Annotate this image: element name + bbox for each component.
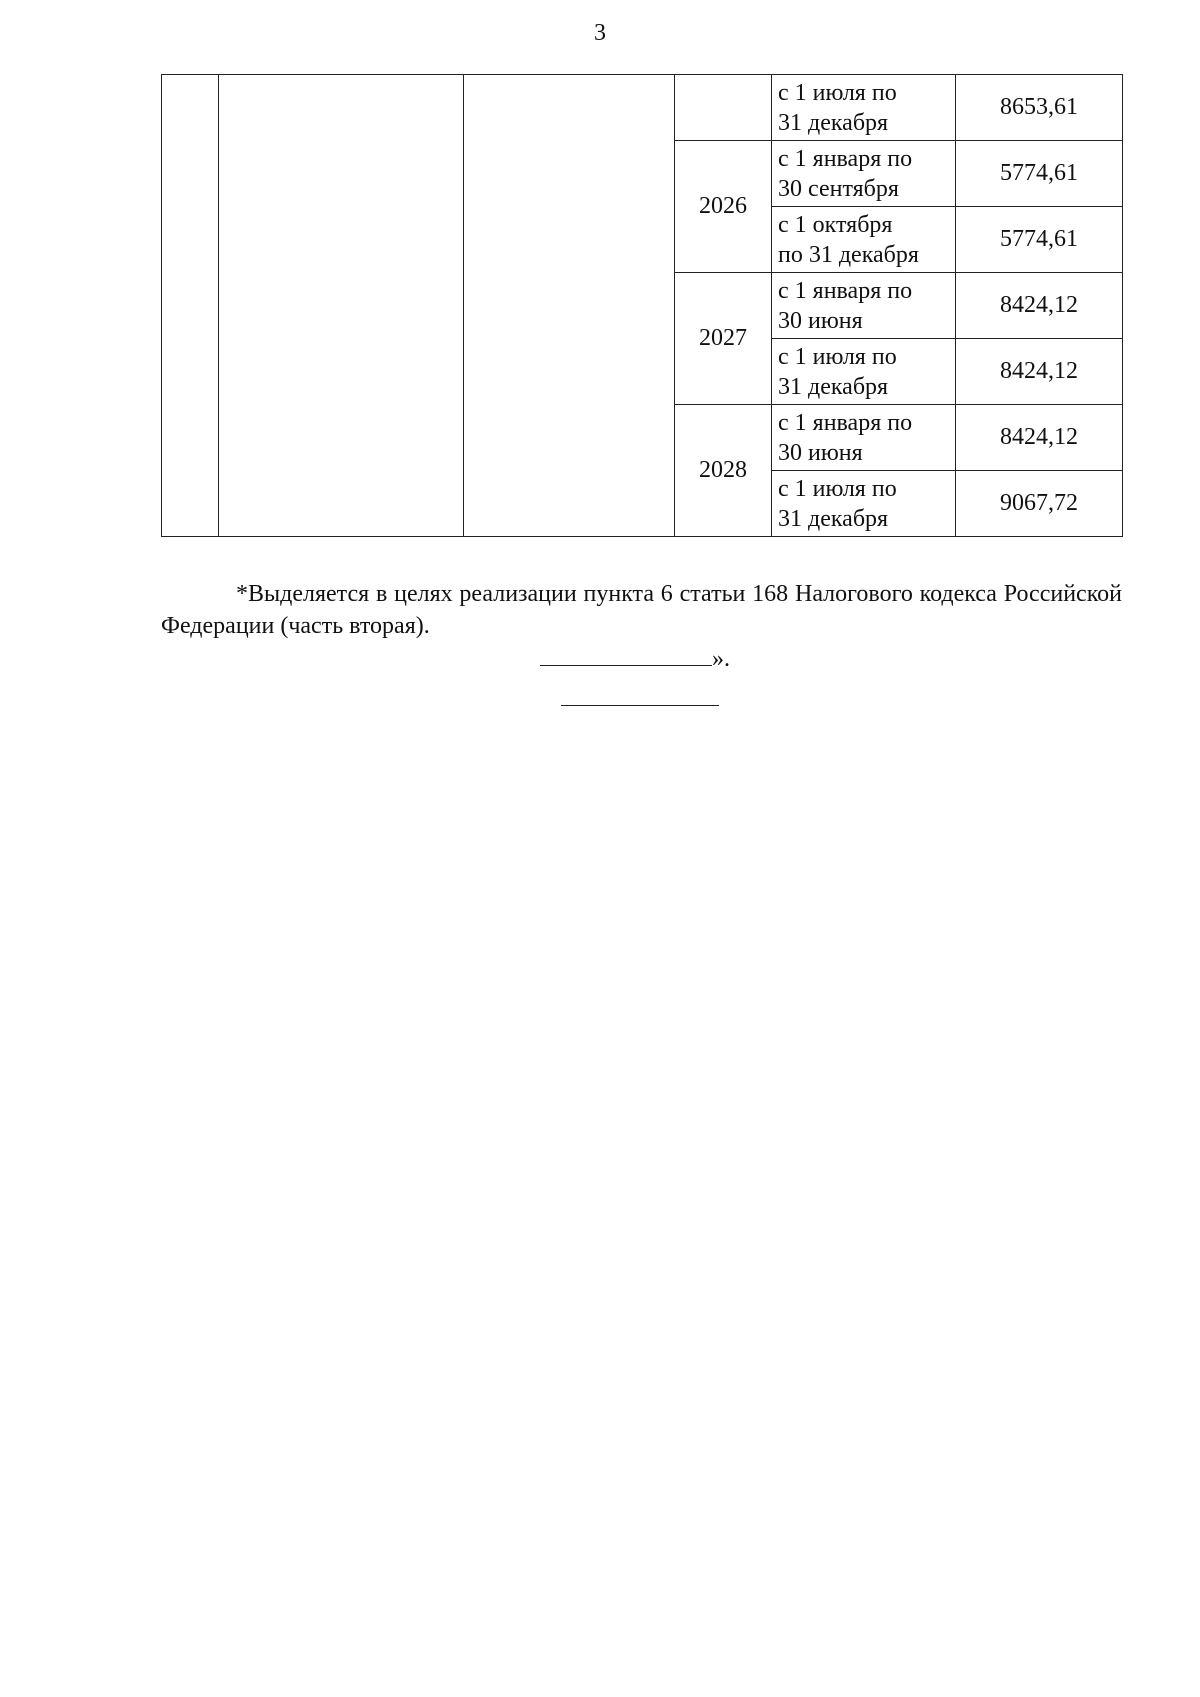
period-cell <box>772 405 956 471</box>
period-cell <box>772 141 956 207</box>
empty-cell-number <box>162 75 219 537</box>
year-cell: 2027 <box>675 273 772 405</box>
period-line: 31 декабря <box>778 373 889 400</box>
period-cell <box>772 207 956 273</box>
empty-cell-name <box>219 75 464 537</box>
empty-cell-unit <box>464 75 675 537</box>
page-number: 3 <box>594 20 606 46</box>
tariff-table <box>161 74 1123 537</box>
footnote-text: *Выделяется в целях реализации пункта 6 статьи 168 Налогового кодекса Российской Федерации (часть вторая). <box>161 581 1122 639</box>
value-cell: 5774,61 <box>956 207 1123 273</box>
period-cell <box>772 471 956 537</box>
value-cell: 5774,61 <box>956 141 1123 207</box>
value-cell: 9067,72 <box>956 471 1123 537</box>
period-line: 30 июня <box>778 439 863 466</box>
period-line: 30 сентября <box>778 175 899 202</box>
closing-quote-line <box>540 644 730 674</box>
period-line: с 1 октября <box>778 211 893 238</box>
closing-mark: ». <box>712 646 730 672</box>
year-cell <box>675 75 772 141</box>
end-separator-line <box>561 705 719 706</box>
period-cell <box>772 339 956 405</box>
value-cell: 8424,12 <box>956 405 1123 471</box>
period-line: с 1 июля по <box>778 79 897 106</box>
year-cell: 2028 <box>675 405 772 537</box>
period-cell <box>772 273 956 339</box>
value-cell: 8653,61 <box>956 75 1123 141</box>
period-line: 31 декабря <box>778 109 889 136</box>
period-line: с 1 июля по <box>778 343 897 370</box>
period-cell <box>772 75 956 141</box>
value-cell: 8424,12 <box>956 339 1123 405</box>
year-cell: 2026 <box>675 141 772 273</box>
blank-underline <box>540 645 712 666</box>
period-line: по 31 декабря <box>778 241 919 268</box>
period-line: с 1 июля по <box>778 475 897 502</box>
value-cell: 8424,12 <box>956 273 1123 339</box>
footnote <box>161 578 1122 642</box>
period-line: с 1 января по <box>778 409 913 436</box>
period-line: с 1 января по <box>778 145 913 172</box>
period-line: 31 декабря <box>778 505 889 532</box>
table-row <box>162 75 1123 141</box>
period-line: с 1 января по <box>778 277 913 304</box>
period-line: 30 июня <box>778 307 863 334</box>
